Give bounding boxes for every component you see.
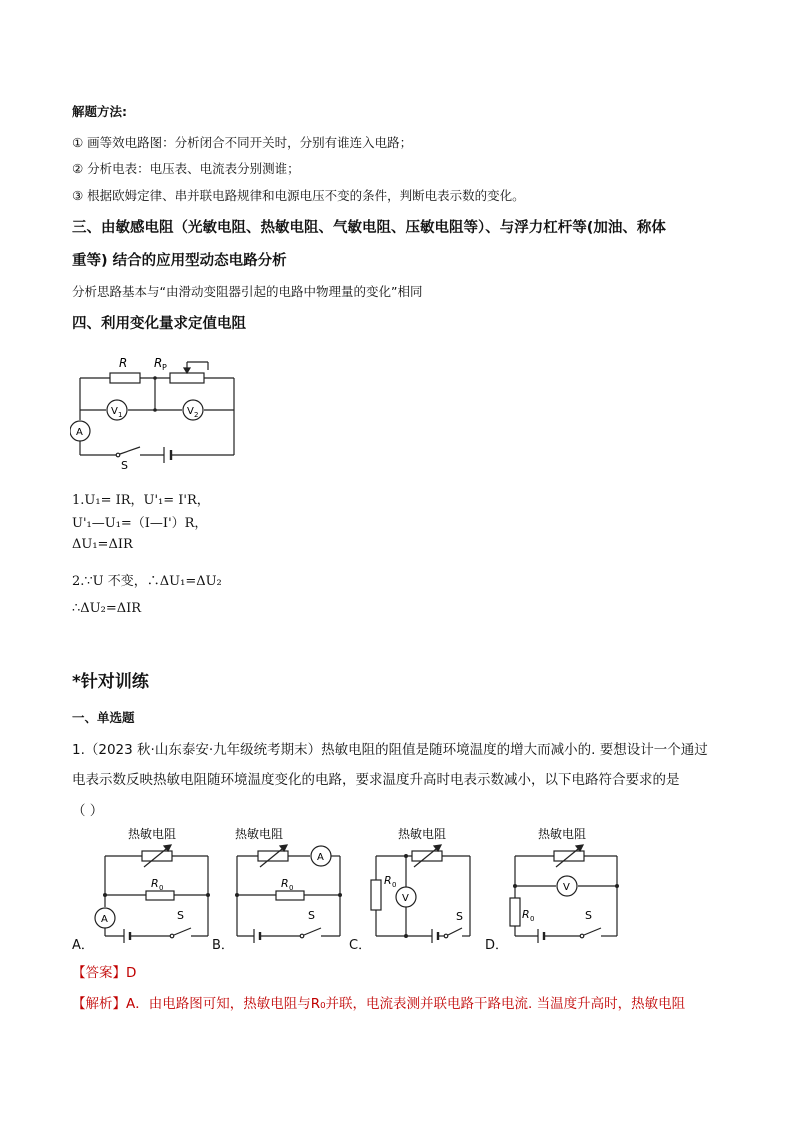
option-b-switch-label: S: [308, 909, 315, 922]
variation-circuit-diagram: [70, 348, 245, 473]
label-v1: V: [111, 406, 118, 417]
option-c-r0-label: R: [384, 874, 392, 887]
section4-title: 四、利用变化量求定值电阻: [72, 316, 246, 332]
method-step-3: ③ 根据欧姆定律、串并联电路规律和电源电压不变的条件，判断电表示数的变化。: [72, 188, 525, 203]
option-a-meter: A: [101, 914, 108, 925]
option-b-circuit[interactable]: [228, 822, 348, 944]
option-b-r0-sub: 0: [289, 884, 294, 892]
option-c-switch-label: S: [456, 910, 463, 923]
method-step-1: ① 画等效电路图：分析闭合不同开关时，分别有谁连入电路；: [72, 135, 413, 150]
section3-title-line2: 重等) 结合的应用型动态电路分析: [72, 253, 287, 269]
option-d-switch-label: S: [585, 909, 592, 922]
option-a-label: A．: [72, 938, 94, 953]
option-a-r0-label: R: [151, 877, 159, 890]
analysis-tag: 【解析】: [72, 996, 126, 1012]
option-d-r0-label: R: [522, 908, 530, 921]
option-b-meter: A: [317, 852, 324, 863]
label-r: R: [119, 356, 128, 370]
option-a-switch-label: S: [177, 909, 184, 922]
label-v1-sub: 1: [118, 411, 123, 419]
section3-title-line1: 三、由敏感电阻（光敏电阻、热敏电阻、气敏电阻、压敏电阻等）、与浮力杠杆等(加油、称体: [72, 220, 666, 236]
option-d-meter: V: [563, 882, 570, 893]
label-rp-sub: P: [162, 363, 167, 372]
label-s: S: [121, 459, 128, 472]
methods-heading: 解题方法:: [72, 104, 127, 119]
option-b-label: B．: [212, 938, 234, 953]
option-c-circuit[interactable]: [364, 822, 482, 944]
option-a-thermistor-label: 热敏电阻: [128, 827, 177, 841]
option-c-meter: V: [402, 893, 409, 904]
single-choice-heading: 一、单选题: [72, 710, 135, 725]
label-rp: R: [154, 356, 163, 370]
formula-2: U'₁—U₁=（I—I'）R，: [72, 516, 208, 531]
question-line-1: 1.（2023 秋·山东泰安·九年级统考期末）热敏电阻的阻值是随环境温度的增大而减小的. 要想设计一个通过: [72, 742, 708, 758]
label-v2: V: [187, 406, 194, 417]
answer-tag: 【答案】: [72, 965, 126, 981]
method-step-2: ② 分析电表：电压表、电流表分别测谁；: [72, 161, 300, 176]
label-v2-sub: 2: [194, 411, 199, 419]
answer-line: [72, 961, 136, 981]
formula-3: ΔU₁=ΔIR: [72, 537, 133, 552]
formula-4: 2.∵U 不变，∴ΔU₁=ΔU₂: [72, 574, 222, 589]
option-b-r0-label: R: [281, 877, 289, 890]
option-a-r0-sub: 0: [159, 884, 164, 892]
option-d-thermistor-label: 热敏电阻: [538, 827, 587, 841]
option-c-label: C．: [349, 938, 372, 953]
option-c-thermistor-label: 热敏电阻: [398, 827, 447, 841]
analysis-text: A．由电路图可知，热敏电阻与R₀并联，电流表测并联电路干路电流. 当温度升高时，热敏电阻: [126, 996, 686, 1012]
analysis-line: [72, 992, 685, 1012]
option-b-thermistor-label: 热敏电阻: [235, 827, 284, 841]
option-d-circuit[interactable]: [504, 822, 624, 944]
option-d-label: D．: [485, 938, 509, 953]
option-a-circuit[interactable]: [94, 822, 214, 944]
training-title: *针对训练: [72, 672, 149, 692]
label-a: A: [76, 427, 83, 438]
question-line-2: 电表示数反映热敏电阻随环境温度变化的电路，要求温度升高时电表示数减小，以下电路符合要求的是: [72, 772, 680, 788]
answer-value: D: [126, 965, 137, 981]
formula-1: 1.U₁= IR，U'₁= I'R，: [72, 493, 210, 508]
option-c-r0-sub: 0: [392, 881, 397, 889]
option-d-r0-sub: 0: [530, 915, 535, 923]
section3-text: 分析思路基本与“由滑动变阻器引起的电路中物理量的变化”相同: [72, 284, 423, 299]
formula-5: ∴ΔU₂=ΔIR: [72, 601, 142, 616]
question-blank: （ ）: [72, 803, 104, 819]
